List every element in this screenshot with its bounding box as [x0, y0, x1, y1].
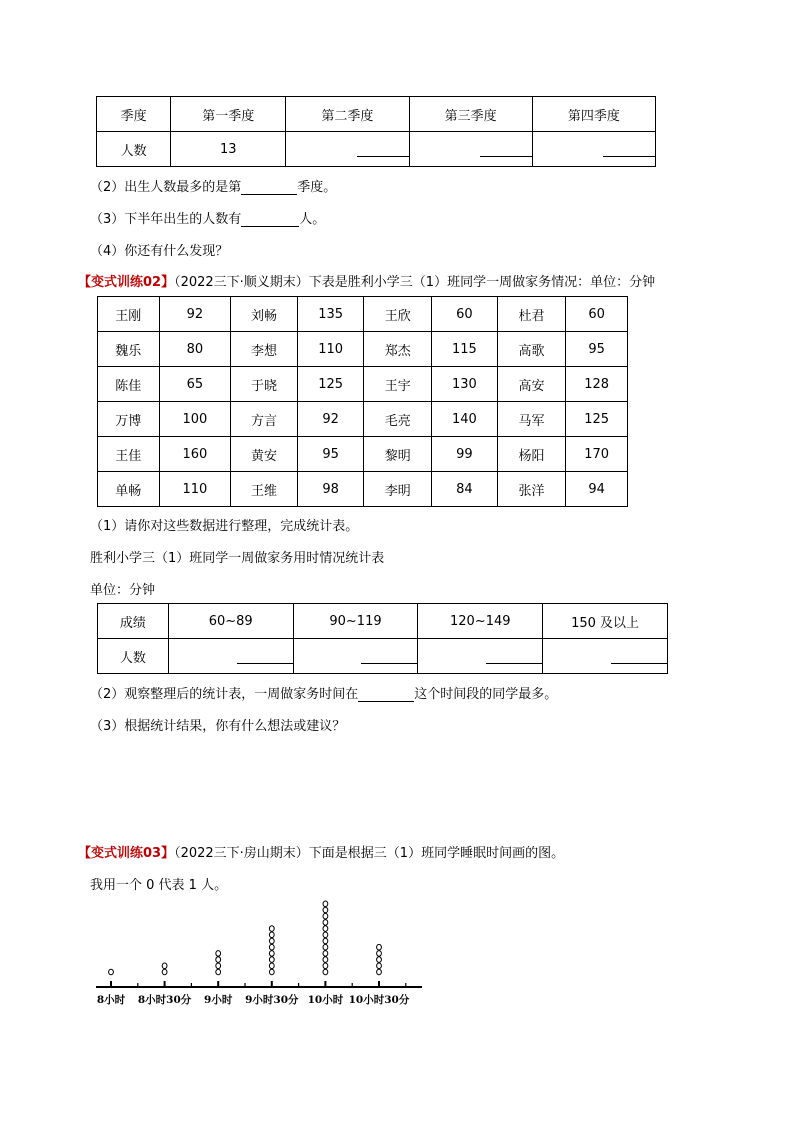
answer-blank[interactable] — [286, 132, 409, 167]
data-dot — [323, 951, 328, 957]
student-name-cell: 王维 — [231, 472, 298, 507]
answer-blank[interactable] — [293, 639, 418, 674]
student-name-cell: 魏乐 — [98, 332, 160, 367]
student-name-cell: 方言 — [231, 402, 298, 437]
table-title: 胜利小学三（1）班同学一周做家务用时情况统计表 — [90, 551, 385, 566]
minutes-cell: 80 — [159, 332, 231, 367]
minutes-cell: 125 — [297, 367, 364, 402]
table-row — [98, 367, 628, 402]
question-2-2: （2）观察整理后的统计表，一周做家务时间在 这个时间段的同学最多。 — [90, 687, 558, 702]
student-name-cell: 李想 — [231, 332, 298, 367]
data-dot — [269, 932, 274, 938]
minutes-cell: 94 — [566, 472, 628, 507]
student-name-cell: 刘畅 — [231, 297, 298, 332]
data-dot — [216, 963, 221, 969]
student-name-cell: 王欣 — [364, 297, 432, 332]
data-dot — [323, 957, 328, 963]
tick-label: 9小时 — [204, 994, 233, 1006]
tick-label: 10小时30分 — [348, 994, 410, 1006]
answer-blank[interactable] — [241, 213, 299, 227]
minutes-cell: 95 — [566, 332, 628, 367]
minutes-cell: 140 — [432, 402, 498, 437]
minutes-cell: 110 — [159, 472, 231, 507]
student-name-cell: 郑杰 — [364, 332, 432, 367]
question-1-3: （3）下半年出生的人数有 人。 — [90, 212, 326, 227]
student-name-cell: 黄安 — [231, 437, 298, 472]
answer-blank[interactable] — [168, 639, 293, 674]
data-dot — [323, 913, 328, 919]
minutes-cell: 160 — [159, 437, 231, 472]
answer-blank[interactable] — [409, 132, 532, 167]
data-dot — [377, 969, 382, 975]
data-dot — [216, 957, 221, 963]
data-dot — [269, 957, 274, 963]
minutes-cell: 65 — [159, 367, 231, 402]
data-dot — [377, 957, 382, 963]
minutes-cell: 110 — [297, 332, 364, 367]
student-name-cell: 毛亮 — [364, 402, 432, 437]
data-dot — [323, 932, 328, 938]
data-dot — [377, 963, 382, 969]
tick-label: 10小时 — [307, 994, 344, 1006]
data-dot — [323, 969, 328, 975]
student-name-cell: 王佳 — [98, 437, 160, 472]
minutes-cell: 95 — [297, 437, 364, 472]
minutes-cell: 84 — [432, 472, 498, 507]
row-label: 人数 — [98, 639, 169, 674]
table-row — [98, 437, 628, 472]
data-dot — [269, 944, 274, 950]
answer-blank[interactable] — [532, 132, 655, 167]
table-row — [98, 332, 628, 367]
header-cell: 季度 — [97, 97, 171, 132]
data-dot — [269, 938, 274, 944]
data-dot — [323, 926, 328, 932]
minutes-cell: 170 — [566, 437, 628, 472]
housework-summary-table — [97, 603, 668, 674]
answer-blank[interactable] — [418, 639, 543, 674]
exercise-02-heading: 【变式训练02】（2022三下·顺义期末）下表是胜利小学三（1）班同学一周做家务情况：单位：分钟 — [78, 275, 656, 290]
exercise-03-heading: 【变式训练03】（2022三下·房山期末）下面是根据三（1）班同学睡眠时间画的图。 — [78, 846, 565, 861]
season-table — [96, 96, 656, 167]
student-name-cell: 王宇 — [364, 367, 432, 402]
header-cell: 120~149 — [418, 604, 543, 639]
student-name-cell: 高歌 — [497, 332, 566, 367]
tick-label: 8小时 — [96, 994, 126, 1006]
data-dot — [269, 926, 274, 932]
data-dot — [323, 907, 328, 913]
header-cell: 第二季度 — [286, 97, 409, 132]
housework-data-table — [97, 296, 628, 507]
student-name-cell: 杜君 — [497, 297, 566, 332]
header-cell: 60~89 — [168, 604, 293, 639]
data-dot — [269, 963, 274, 969]
data-dot — [377, 944, 382, 950]
data-dot — [323, 920, 328, 926]
header-cell: 150 及以上 — [543, 604, 668, 639]
data-dot — [323, 944, 328, 950]
header-cell: 第三季度 — [409, 97, 532, 132]
student-name-cell: 王刚 — [98, 297, 160, 332]
exercise-tag: 【变式训练03】 — [78, 846, 175, 861]
minutes-cell: 92 — [297, 402, 364, 437]
value-cell: 13 — [171, 132, 286, 167]
data-dot — [323, 938, 328, 944]
question-2-1: （1）请你对这些数据进行整理，完成统计表。 — [90, 519, 359, 534]
data-dot — [162, 969, 167, 975]
minutes-cell: 92 — [159, 297, 231, 332]
legend-text: 我用一个 0 代表 1 人。 — [90, 878, 228, 893]
table-unit: 单位：分钟 — [90, 583, 156, 598]
header-cell: 90~119 — [293, 604, 418, 639]
answer-blank[interactable] — [241, 181, 297, 195]
header-cell: 第一季度 — [171, 97, 286, 132]
minutes-cell: 60 — [566, 297, 628, 332]
answer-blank[interactable] — [358, 688, 414, 702]
minutes-cell: 125 — [566, 402, 628, 437]
minutes-cell: 98 — [297, 472, 364, 507]
student-name-cell: 高安 — [497, 367, 566, 402]
student-name-cell: 张洋 — [497, 472, 566, 507]
data-dot — [377, 951, 382, 957]
student-name-cell: 陈佳 — [98, 367, 160, 402]
student-name-cell: 于晓 — [231, 367, 298, 402]
minutes-cell: 130 — [432, 367, 498, 402]
student-name-cell: 李明 — [364, 472, 432, 507]
table-row — [98, 402, 628, 437]
student-name-cell: 万博 — [98, 402, 160, 437]
data-dot — [323, 963, 328, 969]
answer-blank[interactable] — [543, 639, 668, 674]
table-row — [98, 297, 628, 332]
data-dot — [216, 951, 221, 957]
data-dot — [269, 969, 274, 975]
row-label: 人数 — [97, 132, 171, 167]
question-1-4: （4）你还有什么发现？ — [90, 244, 229, 259]
minutes-cell: 99 — [432, 437, 498, 472]
tick-label: 9小时30分 — [245, 994, 299, 1006]
question-2-3: （3）根据统计结果，你有什么想法或建议？ — [90, 719, 346, 734]
minutes-cell: 135 — [297, 297, 364, 332]
data-dot — [216, 969, 221, 975]
student-name-cell: 黎明 — [364, 437, 432, 472]
student-name-cell: 马军 — [497, 402, 566, 437]
data-dot — [269, 951, 274, 957]
table-row — [98, 472, 628, 507]
minutes-cell: 100 — [159, 402, 231, 437]
data-dot — [323, 901, 328, 907]
minutes-cell: 60 — [432, 297, 498, 332]
student-name-cell: 单畅 — [98, 472, 160, 507]
minutes-cell: 115 — [432, 332, 498, 367]
tick-label: 8小时30分 — [137, 994, 192, 1006]
exercise-tag: 【变式训练02】 — [78, 275, 175, 290]
question-1-2: （2）出生人数最多的是第 季度。 — [90, 180, 337, 195]
header-cell: 第四季度 — [532, 97, 655, 132]
header-cell: 成绩 — [98, 604, 169, 639]
student-name-cell: 杨阳 — [497, 437, 566, 472]
data-dot — [162, 963, 167, 969]
minutes-cell: 128 — [566, 367, 628, 402]
data-dot — [109, 969, 114, 975]
